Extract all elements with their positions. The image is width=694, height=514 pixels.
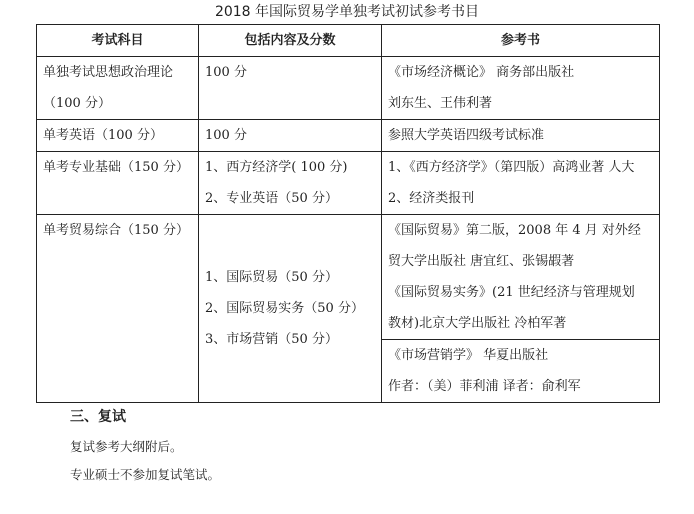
book: 《市场营销学》 华夏出版社 [388, 348, 549, 363]
content: 1、国际贸易（50 分） [205, 270, 338, 285]
section-paragraph: 专业硕士不参加复试笔试。 [70, 467, 221, 482]
book: 《国际贸易》第二版，2008 年 4 月 对外经 [388, 223, 641, 238]
subject: 单独考试思想政治理论 [43, 65, 174, 80]
reference-book-table [36, 24, 660, 403]
book: 2、经济类报刊 [388, 191, 475, 206]
page-title: 2018 年国际贸易学单独考试初试参考书目 [214, 4, 480, 20]
section-heading: 三、复试 [70, 409, 126, 425]
subject: 单考专业基础（150 分） [43, 160, 189, 175]
book: 《市场经济概论》 商务部出版社 [388, 65, 575, 80]
header-content: 包括内容及分数 [199, 25, 382, 57]
table-row [37, 57, 660, 120]
subject: （100 分） [43, 96, 111, 111]
content: 3、市场营销（50 分） [205, 332, 338, 347]
header-books: 参考书 [382, 25, 660, 57]
book: 作者：（美）菲利浦 译者：俞利军 [388, 379, 581, 394]
book: 1、《西方经济学》（第四版）高鸿业著 人大 [388, 160, 635, 175]
content: 100 分 [205, 65, 247, 80]
table-header-row [37, 25, 660, 57]
subject: 单考贸易综合（150 分） [43, 223, 189, 238]
book: 教材)北京大学出版社 冷柏军著 [388, 316, 567, 331]
section-paragraph: 复试参考大纲附后。 [70, 439, 183, 454]
book: 贸大学出版社 唐宜红、张锡嘏著 [388, 254, 575, 269]
subject: 单考英语（100 分） [43, 128, 163, 143]
header-subject: 考试科目 [37, 25, 199, 57]
book: 《国际贸易实务》(21 世纪经济与管理规划 [388, 285, 635, 300]
book: 刘东生、王伟利著 [388, 96, 493, 111]
content: 1、西方经济学( 100 分) [205, 160, 348, 175]
content: 100 分 [205, 128, 247, 143]
table-row [37, 120, 660, 152]
table-row [37, 152, 660, 215]
table-row [37, 215, 660, 340]
content: 2、专业英语（50 分） [205, 191, 338, 206]
book: 参照大学英语四级考试标准 [388, 128, 545, 143]
content: 2、国际贸易实务（50 分） [205, 301, 364, 316]
